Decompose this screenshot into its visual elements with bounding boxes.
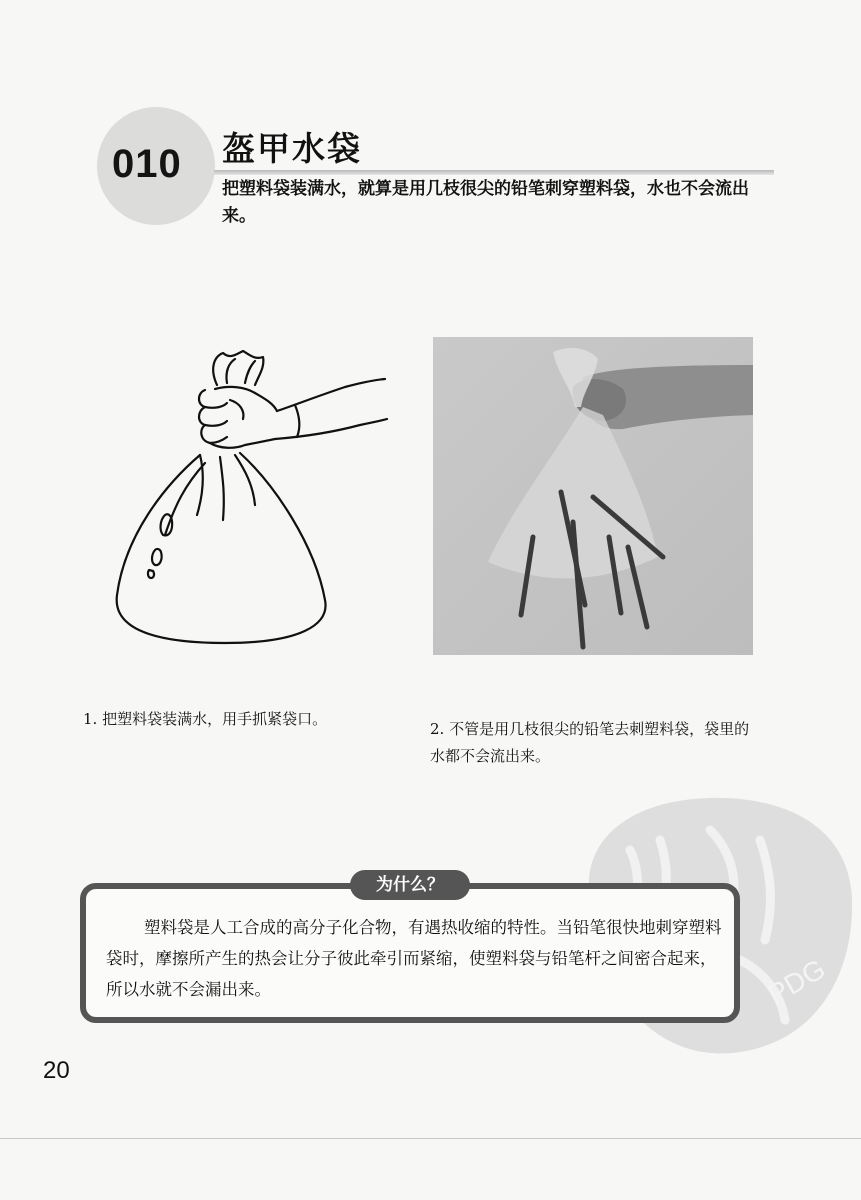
title-divider (214, 170, 774, 175)
pencils-through-bag-photo (433, 337, 753, 655)
hand-holding-bag-illustration (105, 345, 390, 650)
step-2-caption: 2. 不管是用几枝很尖的铅笔去刺塑料袋，袋里的水都不会流出来。 (430, 720, 750, 765)
experiment-number: 010 (112, 142, 182, 186)
page-subtitle: 把塑料袋装满水，就算是用几枝很尖的铅笔刺穿塑料袋，水也不会流出来。 (222, 179, 749, 226)
why-explanation: 塑料袋是人工合成的高分子化合物，有遇热收缩的特性。当铅笔很快地刺穿塑料袋时，摩擦所产生的热会让分子彼此牵引而紧缩，使塑料袋与铅笔杆之间密合起来，所以水就不会漏出来。 (106, 918, 722, 999)
step-1-caption: 1. 把塑料袋装满水，用手抓紧袋口。 (83, 710, 328, 728)
watermark-text: PDG (762, 953, 831, 1011)
page-number: 20 (43, 1057, 70, 1084)
footer-divider (0, 1138, 861, 1139)
page-title: 盔甲水袋 (222, 129, 362, 168)
why-badge: 为什么？ (350, 870, 470, 900)
